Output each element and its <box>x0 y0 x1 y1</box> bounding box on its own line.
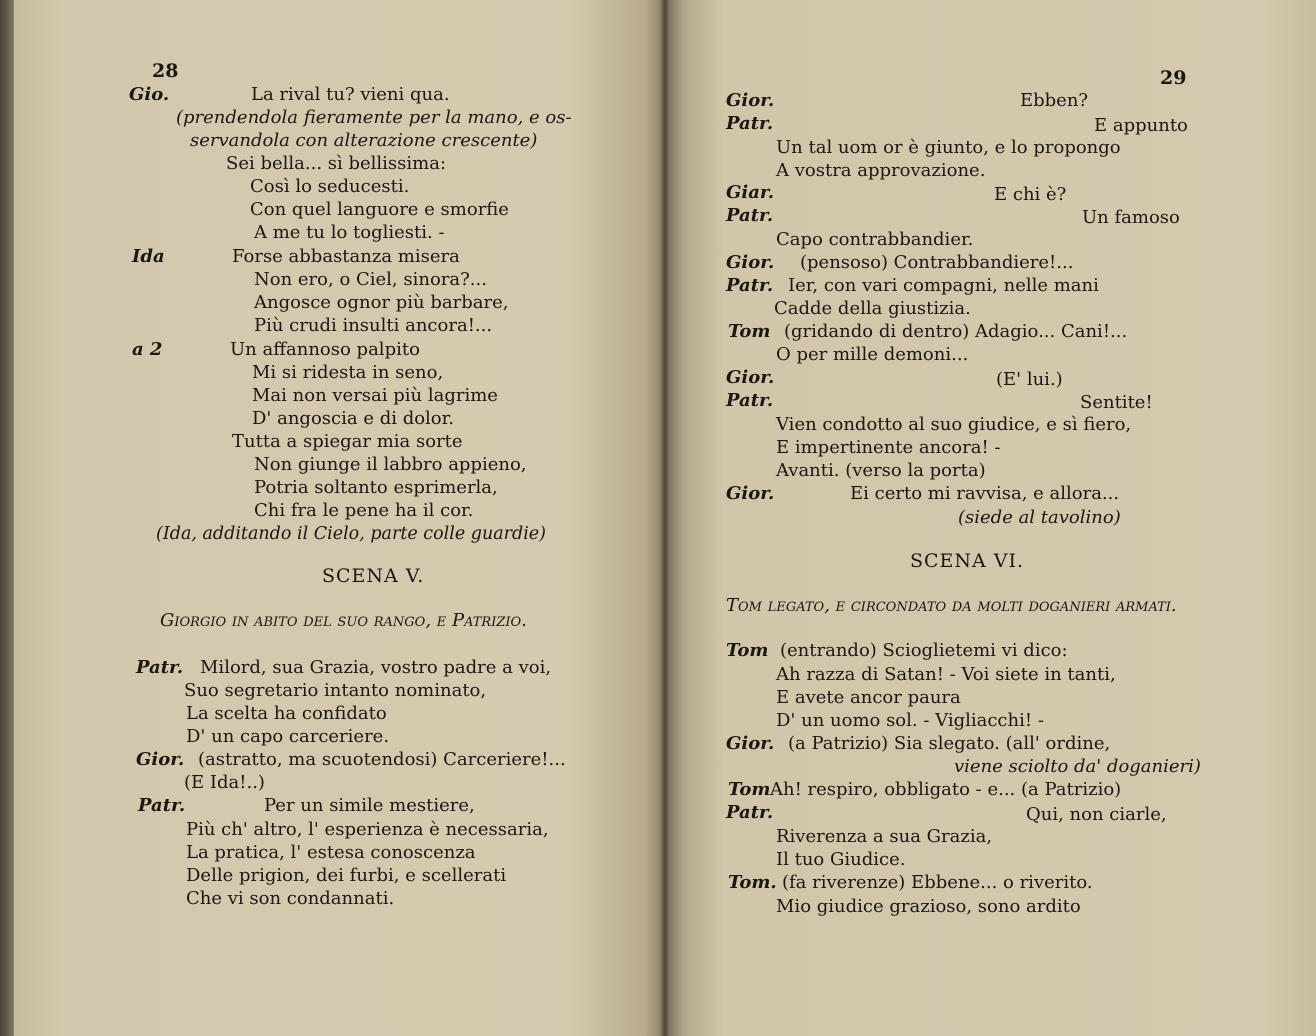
verse-line: D' angoscia e di dolor. <box>252 408 454 429</box>
verse-line: La scelta ha confidato <box>186 703 387 724</box>
speaker: Tom <box>728 779 771 800</box>
verse-line: Capo contrabbandier. <box>776 229 974 250</box>
verse-line: (fa riverenze) Ebbene... o riverito. <box>782 872 1093 893</box>
verse-line: Un famoso <box>1082 207 1180 228</box>
verse-line: E impertinente ancora! - <box>776 437 1001 458</box>
verse-line: Ebben? <box>1020 90 1089 111</box>
page-number: 28 <box>152 60 179 82</box>
speaker: Patr. <box>726 205 774 226</box>
verse-line: (astratto, ma scuotendosi) Carceriere!... <box>198 749 566 770</box>
speaker: Patr. <box>138 795 186 816</box>
verse-line: E appunto <box>1094 115 1188 136</box>
verse-line: La rival tu? vieni qua. <box>251 84 450 105</box>
right-page <box>664 0 1316 1036</box>
verse-line: E avete ancor paura <box>776 687 961 708</box>
verse-line: Sei bella... sì bellissima: <box>226 153 447 174</box>
verse-line: Ah! respiro, obbligato - e... (a Patrizio) <box>770 779 1122 800</box>
verse-line: Cadde della giustizia. <box>774 298 971 319</box>
scene-description: Giorgio in abito del suo rango, e Patrizio. <box>160 610 527 631</box>
verse-line: Che vi son condannati. <box>186 888 395 909</box>
page-number: 29 <box>1160 67 1187 89</box>
verse-line: Ah razza di Satan! - Voi siete in tanti, <box>776 664 1116 685</box>
verse-line: Non giunge il labbro appieno, <box>254 454 527 475</box>
verse-line: (E' lui.) <box>996 369 1063 390</box>
verse-line: D' un uomo sol. - Vigliacchi! - <box>776 710 1044 731</box>
speaker: Gior. <box>726 90 775 111</box>
verse-line: La pratica, l' estesa conoscenza <box>186 842 476 863</box>
verse-line: Riverenza a sua Grazia, <box>776 826 993 847</box>
speaker: Patr. <box>726 275 774 296</box>
scene-title: SCENA VI. <box>910 550 1025 572</box>
speaker: Patr. <box>136 657 184 678</box>
speaker: Gior. <box>726 483 775 504</box>
verse-line: Ier, con vari compagni, nelle mani <box>788 275 1099 296</box>
speaker: Tom <box>726 640 769 661</box>
verse-line: Non ero, o Ciel, sinora?... <box>254 269 487 290</box>
verse-line: Chi fra le pene ha il cor. <box>254 500 474 521</box>
speaker: Ida <box>132 246 165 267</box>
verse-line: Delle prigion, dei furbi, e scellerati <box>186 865 507 886</box>
verse-line: Mi si ridesta in seno, <box>252 362 444 383</box>
verse-line: Milord, sua Grazia, vostro padre a voi, <box>200 657 552 678</box>
verse-line: Un affannoso palpito <box>230 339 420 360</box>
verse-line: (entrando) Scioglietemi vi dico: <box>780 640 1068 661</box>
speaker: Gio. <box>129 84 170 105</box>
verse-line: Forse abbastanza misera <box>232 246 460 267</box>
verse-line: Potria soltanto esprimerla, <box>254 477 498 498</box>
speaker: Gior. <box>726 367 775 388</box>
verse-line: Il tuo Giudice. <box>776 849 906 870</box>
verse-line: Così lo seducesti. <box>250 176 410 197</box>
verse-line: Mio giudice grazioso, sono ardito <box>776 896 1081 917</box>
verse-line: Angosce ognor più barbare, <box>254 292 509 313</box>
speaker: Tom. <box>728 872 777 893</box>
scene-description: Tom legato, e circondato da molti doganieri armati. <box>726 595 1177 616</box>
verse-line: A vostra approvazione. <box>776 160 986 181</box>
verse-line: D' un capo carceriere. <box>186 726 390 747</box>
speaker: Patr. <box>726 390 774 411</box>
verse-line: Vien condotto al suo giudice, e sì fiero, <box>776 414 1132 435</box>
speaker: Tom <box>728 321 771 342</box>
stage-direction: viene sciolto da' doganieri) <box>954 756 1201 777</box>
speaker: Gior. <box>726 733 775 754</box>
verse-line: E chi è? <box>994 184 1067 205</box>
verse-line: (pensoso) Contrabbandiere!... <box>800 252 1074 273</box>
speaker: Giar. <box>726 182 774 203</box>
verse-line: O per mille demoni... <box>776 344 969 365</box>
verse-line: Mai non versai più lagrime <box>252 385 498 406</box>
stage-direction: servandola con alterazione crescente) <box>190 130 538 151</box>
verse-line: Con quel languore e smorfie <box>250 199 509 220</box>
verse-line: Sentite! <box>1080 392 1153 413</box>
scene-title: SCENA V. <box>322 565 425 587</box>
speaker: Patr. <box>726 113 774 134</box>
verse-line: Più ch' altro, l' esperienza è necessaria, <box>186 819 549 840</box>
verse-line: Per un simile mestiere, <box>264 795 475 816</box>
verse-line: Suo segretario intanto nominato, <box>184 680 487 701</box>
verse-line: Avanti. (verso la porta) <box>776 460 986 481</box>
verse-line: Qui, non ciarle, <box>1026 804 1167 825</box>
verse-line: Un tal uom or è giunto, e lo propongo <box>776 137 1121 158</box>
speaker: Gior. <box>726 252 775 273</box>
verse-line: (a Patrizio) Sia slegato. (all' ordine, <box>788 733 1111 754</box>
verse-line: (gridando di dentro) Adagio... Cani!... <box>784 321 1128 342</box>
verse-line: A me tu lo togliesti. - <box>254 222 445 243</box>
verse-line: (E Ida!..) <box>184 772 265 793</box>
verse-line: Più crudi insulti ancora!... <box>254 315 493 336</box>
left-page <box>14 0 664 1036</box>
verse-line: Tutta a spiegar mia sorte <box>232 431 463 452</box>
speaker: Gior. <box>136 749 185 770</box>
speaker: a 2 <box>132 339 163 360</box>
book-gutter <box>660 0 670 1036</box>
stage-direction: (siede al tavolino) <box>958 507 1121 528</box>
stage-direction: (prendendola fieramente per la mano, e os- <box>176 107 572 128</box>
verse-line: Ei certo mi ravvisa, e allora... <box>850 483 1120 504</box>
stage-direction: (Ida, additando il Cielo, parte colle guardie) <box>156 524 546 544</box>
speaker: Patr. <box>726 802 774 823</box>
